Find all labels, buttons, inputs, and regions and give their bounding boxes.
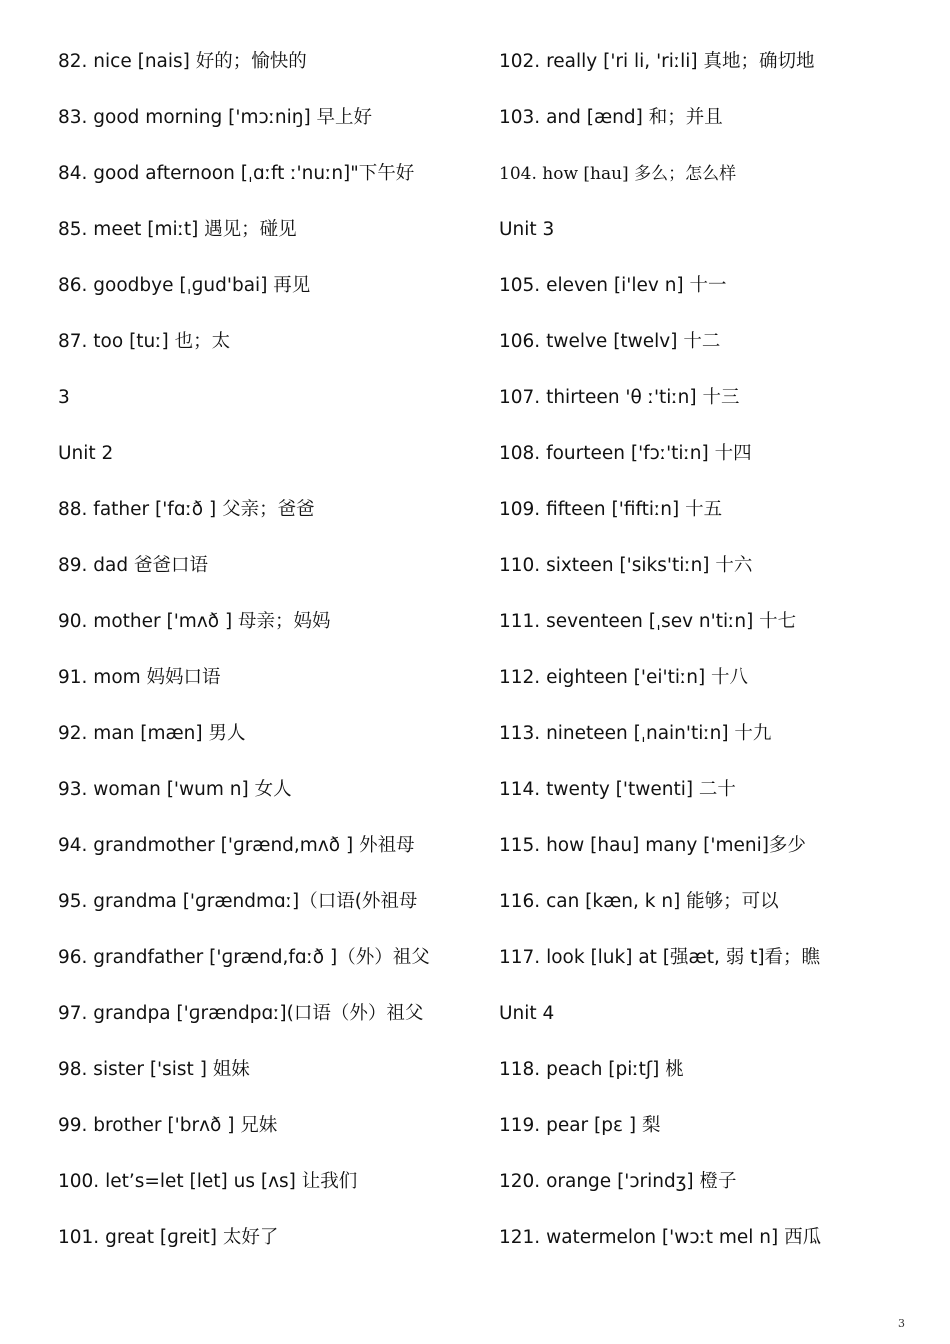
vocab-entry: 119. pear [pɛ ] 梨 — [499, 1115, 661, 1136]
vocab-entry: 105. eleven [i'lev n] 十一 — [499, 275, 727, 296]
left-column — [58, 40, 478, 1272]
vocab-entry: 98. sister ['sist ] 姐妹 — [58, 1059, 250, 1080]
vocab-entry: 101. great [ɡreit] 太好了 — [58, 1227, 279, 1248]
vocab-entry: 82. nice [nais] 好的；愉快的 — [58, 51, 307, 72]
unit-heading: Unit 2 — [58, 443, 114, 464]
vocab-entry: 114. twenty ['twenti] 二十 — [499, 779, 736, 800]
vocab-entry: 92. man [mæn] 男人 — [58, 723, 246, 744]
vocab-entry: 97. grandpa ['ɡrændpɑː](口语（外）祖父 — [58, 1003, 424, 1024]
vocab-entry: 113. nineteen [ˌnain'tiːn] 十九 — [499, 723, 772, 744]
stray-number: 3 — [58, 387, 70, 408]
vocab-entry: 93. woman ['wum n] 女人 — [58, 779, 292, 800]
vocab-entry: 83. good morning ['mɔːniŋ] 早上好 — [58, 107, 373, 128]
vocab-entry: 121. watermelon ['wɔːt mel n] 西瓜 — [499, 1227, 822, 1248]
vocab-entry: 99. brother ['brʌð ] 兄妹 — [58, 1115, 278, 1136]
vocab-entry: 94. grandmother ['ɡrænd,mʌð ] 外祖母 — [58, 835, 415, 856]
vocab-entry: 103. and [ænd] 和；并且 — [499, 107, 723, 128]
vocab-entry: 107. thirteen 'θ ː'tiːn] 十三 — [499, 387, 740, 408]
vocab-entry: 106. twelve [twelv] 十二 — [499, 331, 721, 352]
vocab-entry: 95. grandma ['ɡrændmɑː]（口语(外祖母 — [58, 891, 418, 912]
vocab-entry: 96. grandfather ['ɡrænd,fɑːð ]（外）祖父 — [58, 947, 430, 968]
vocab-entry: 104. how [hau] 多么；怎么样 — [499, 164, 737, 184]
vocab-entry: 115. how [hau] many ['meni]多少 — [499, 835, 806, 856]
vocab-entry: 100. let’s=let [let] us [ʌs] 让我们 — [58, 1171, 358, 1192]
right-column — [499, 40, 929, 1272]
unit-heading: Unit 4 — [499, 1003, 555, 1024]
vocab-entry: 91. mom 妈妈口语 — [58, 667, 221, 688]
vocab-entry: 88. father ['fɑːð ] 父亲；爸爸 — [58, 499, 315, 520]
vocab-entry: 110. sixteen ['siks'tiːn] 十六 — [499, 555, 753, 576]
vocab-entry: 117. look [luk] at [强æt, 弱 t]看；瞧 — [499, 947, 821, 968]
vocab-entry: 102. really ['ri li, 'riːli] 真地；确切地 — [499, 51, 815, 72]
vocab-entry: 85. meet [miːt] 遇见；碰见 — [58, 219, 297, 240]
page-number: 3 — [898, 1317, 905, 1330]
vocab-entry: 84. good afternoon [ˌɑːft ː'nuːn]"下午好 — [58, 163, 415, 184]
vocab-entry: 89. dad 爸爸口语 — [58, 555, 209, 576]
vocab-entry: 116. can [kæn, k n] 能够；可以 — [499, 891, 779, 912]
vocab-entry: 90. mother ['mʌð ] 母亲；妈妈 — [58, 611, 331, 632]
unit-heading: Unit 3 — [499, 219, 555, 240]
vocab-entry: 118. peach [piːtʃ] 桃 — [499, 1059, 684, 1080]
vocab-entry: 108. fourteen ['fɔː'tiːn] 十四 — [499, 443, 752, 464]
vocab-entry: 109. fifteen ['fiftiːn] 十五 — [499, 499, 723, 520]
vocab-entry: 87. too [tuː] 也；太 — [58, 331, 231, 352]
vocab-entry: 112. eighteen ['ei'tiːn] 十八 — [499, 667, 749, 688]
vocab-entry: 120. orange ['ɔrindʒ] 橙子 — [499, 1171, 737, 1192]
vocab-entry: 86. goodbye [ˌɡud'bai] 再见 — [58, 275, 311, 296]
vocab-entry: 111. seventeen [ˌsev n'tiːn] 十七 — [499, 611, 797, 632]
